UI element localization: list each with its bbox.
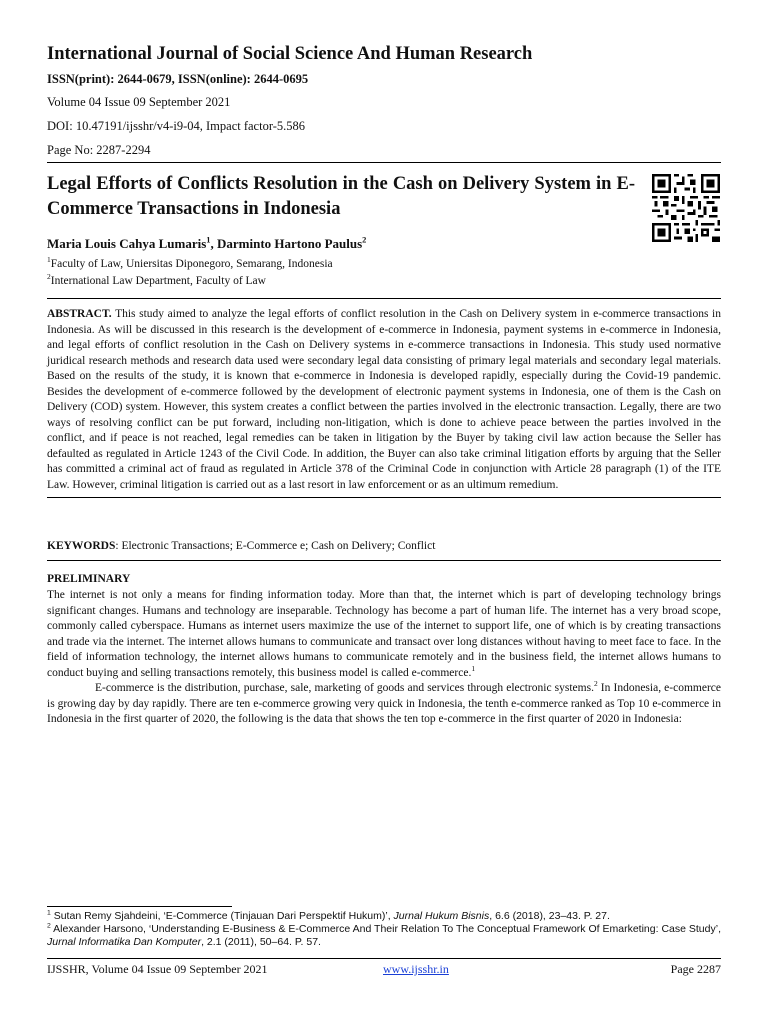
footer-divider (47, 958, 721, 959)
journal-title: International Journal of Social Science And Human Research (47, 44, 533, 64)
affiliation-2-marker: 2 (47, 272, 51, 282)
header-divider (47, 162, 721, 163)
page-range: Page No: 2287-2294 (47, 143, 151, 157)
footnote-1-marker: 1 (47, 909, 51, 917)
affiliation-1-marker: 1 (47, 255, 51, 265)
footer-website-link[interactable]: www.ijsshr.in (383, 962, 449, 976)
keywords-line (47, 540, 435, 552)
paper-title: Legal Efforts of Conflicts Resolution in the Cash on Delivery System in E-Commerce Transactions in Indonesia (47, 174, 635, 219)
footnote-2-marker: 2 (47, 922, 51, 930)
footnote-ref-1[interactable]: 1 (471, 663, 476, 673)
keywords-text: : Electronic Transactions; E-Commerce e; Cash on Delivery; Conflict (115, 540, 436, 552)
affiliation-2-text: International Law Department, Faculty of Law (50, 275, 266, 287)
paragraph-2-text-b: In Indonesia, e-commerce is growing day by day rapidly. There are ten e-commerce growing very quick in Indonesia, the tenth e-commerce ranked as Top 10 e-commerce in Indonesia in the first quarter of 2020, the following is the data that shows the ten top e-commerce in the first quarter of 2020 in Indonesia: (47, 682, 722, 725)
author-separator: , (210, 236, 217, 251)
keywords-divider (47, 560, 721, 561)
footnote-2-text: Alexander Harsono, ‘Understanding E-Business & E-Commerce And Their Relation To The Conceptual Framework Of Emarketing: Case Study’, (50, 923, 721, 935)
body-text (47, 588, 721, 728)
footnote-1-citation: , 6.6 (2018), 23–43. P. 27. (489, 910, 610, 922)
issn-line: ISSN(print): 2644-0679, ISSN(online): 2644-0695 (47, 72, 309, 86)
footnote-1 (47, 910, 721, 923)
volume-line: Volume 04 Issue 09 September 2021 (47, 95, 231, 109)
abstract-label: ABSTRACT. (47, 308, 112, 320)
paragraph-2-text-a: E-commerce is the distribution, purchase, sale, marketing of goods and services through electronic systems. (95, 682, 594, 694)
footnote-1-journal: Jurnal Hukum Bisnis (393, 910, 490, 922)
footnote-2 (47, 923, 721, 949)
author-line (47, 236, 366, 252)
author-1: Maria Louis Cahya Lumaris (47, 236, 207, 251)
affiliation-2 (47, 272, 266, 287)
footnote-divider (47, 906, 232, 907)
author-2: Darminto Hartono Paulus (216, 236, 363, 251)
affiliation-1-text: Faculty of Law, Uniersitas Diponegoro, Semarang, Indonesia (50, 258, 333, 270)
footer-journal-info: IJSSHR, Volume 04 Issue 09 September 2021 (47, 962, 268, 976)
abstract-text: This study aimed to analyze the legal efforts of conflict resolution in the Cash on Delivery system in e-commerce transactions in Indonesia. As will be discussed in this research is the development of e-commerce in Indonesia, payment systems in e-commerce in Indonesia, and legal efforts of conflict resolution in the Cash on Delivery systems in e-commerce transactions in Indonesia. This study used normative juridical research methods and research data used were secondary legal data consisting of primary legal materials and secondary legal materials. Based on the results of the study, it is known that e-commerce in Indonesia is developed rapidly, especially during the Covid-19 pandemic. Besides the development of e-commerce followed by the development of electronic payment systems in Indonesia, one of them is the Cash on Delivery (COD) system. However, this system creates a conflict between the parties involved in the electronic transaction. Legally, there are two ways of resolving conflict can be put forward, including non-litigation, which is done to achieve peace between the parties involved in the conflict, and if peace is not reached, legal remedies can be taken in litigation by the Buyer by taking civil law action because the Seller has defaulted as regulated in Article 1243 of the Civil Code. In addition, the Buyer can also take criminal litigation efforts by arguing that the Seller has committed a criminal act of fraud as regulated in Article 378 of the Criminal Code in conjunction with Article 28 paragraph (1) of the ITE Law. However, criminal litigation is carried out as a last resort in law enforcement or as an ultimum remedium. (47, 308, 721, 491)
section-heading: PRELIMINARY (47, 573, 131, 585)
affiliation-1 (47, 255, 333, 270)
footnotes (47, 910, 721, 949)
footnote-2-journal: Jurnal Informatika Dan Komputer (47, 936, 202, 948)
author-1-affiliation-marker: 1 (206, 234, 211, 245)
paragraph-1 (47, 588, 721, 681)
keywords-label: KEYWORDS (47, 540, 116, 552)
paragraph-1-text: The internet is not only a means for finding information today. More than that, the internet which is part of developing technology brings significant changes. Humans and technology are inseparable. Technology has become a part of human life. The internet has a very broad scope, commonly called cyberspace. Humans as internet users maximize the use of the internet to support life, one of which is by creating transactions and trade via the internet. The internet allows humans to communicate and transact over long distances without having to meet face to face. In the field of information technology, the internet allows humans to communicate remotely and in the business field, the internet allows humans to conduct buying and selling transactions remotely, this business model is called e-commerce. (47, 589, 721, 679)
footnote-1-text: Sutan Remy Sjahdeini, ‘E-Commerce (Tinjauan Dari Perspektif Hukum)’, (50, 910, 394, 922)
paragraph-2 (47, 681, 721, 728)
doi-line: DOI: 10.47191/ijsshr/v4-i9-04, Impact factor-5.586 (47, 119, 306, 133)
abstract-block (47, 298, 721, 498)
footnote-ref-2[interactable]: 2 (593, 679, 598, 689)
footer-page-number: Page 2287 (670, 962, 721, 976)
footnote-2-citation: , 2.1 (2011), 50–64. P. 57. (201, 936, 321, 948)
author-2-affiliation-marker: 2 (362, 234, 367, 245)
qr-code-icon (651, 174, 721, 242)
